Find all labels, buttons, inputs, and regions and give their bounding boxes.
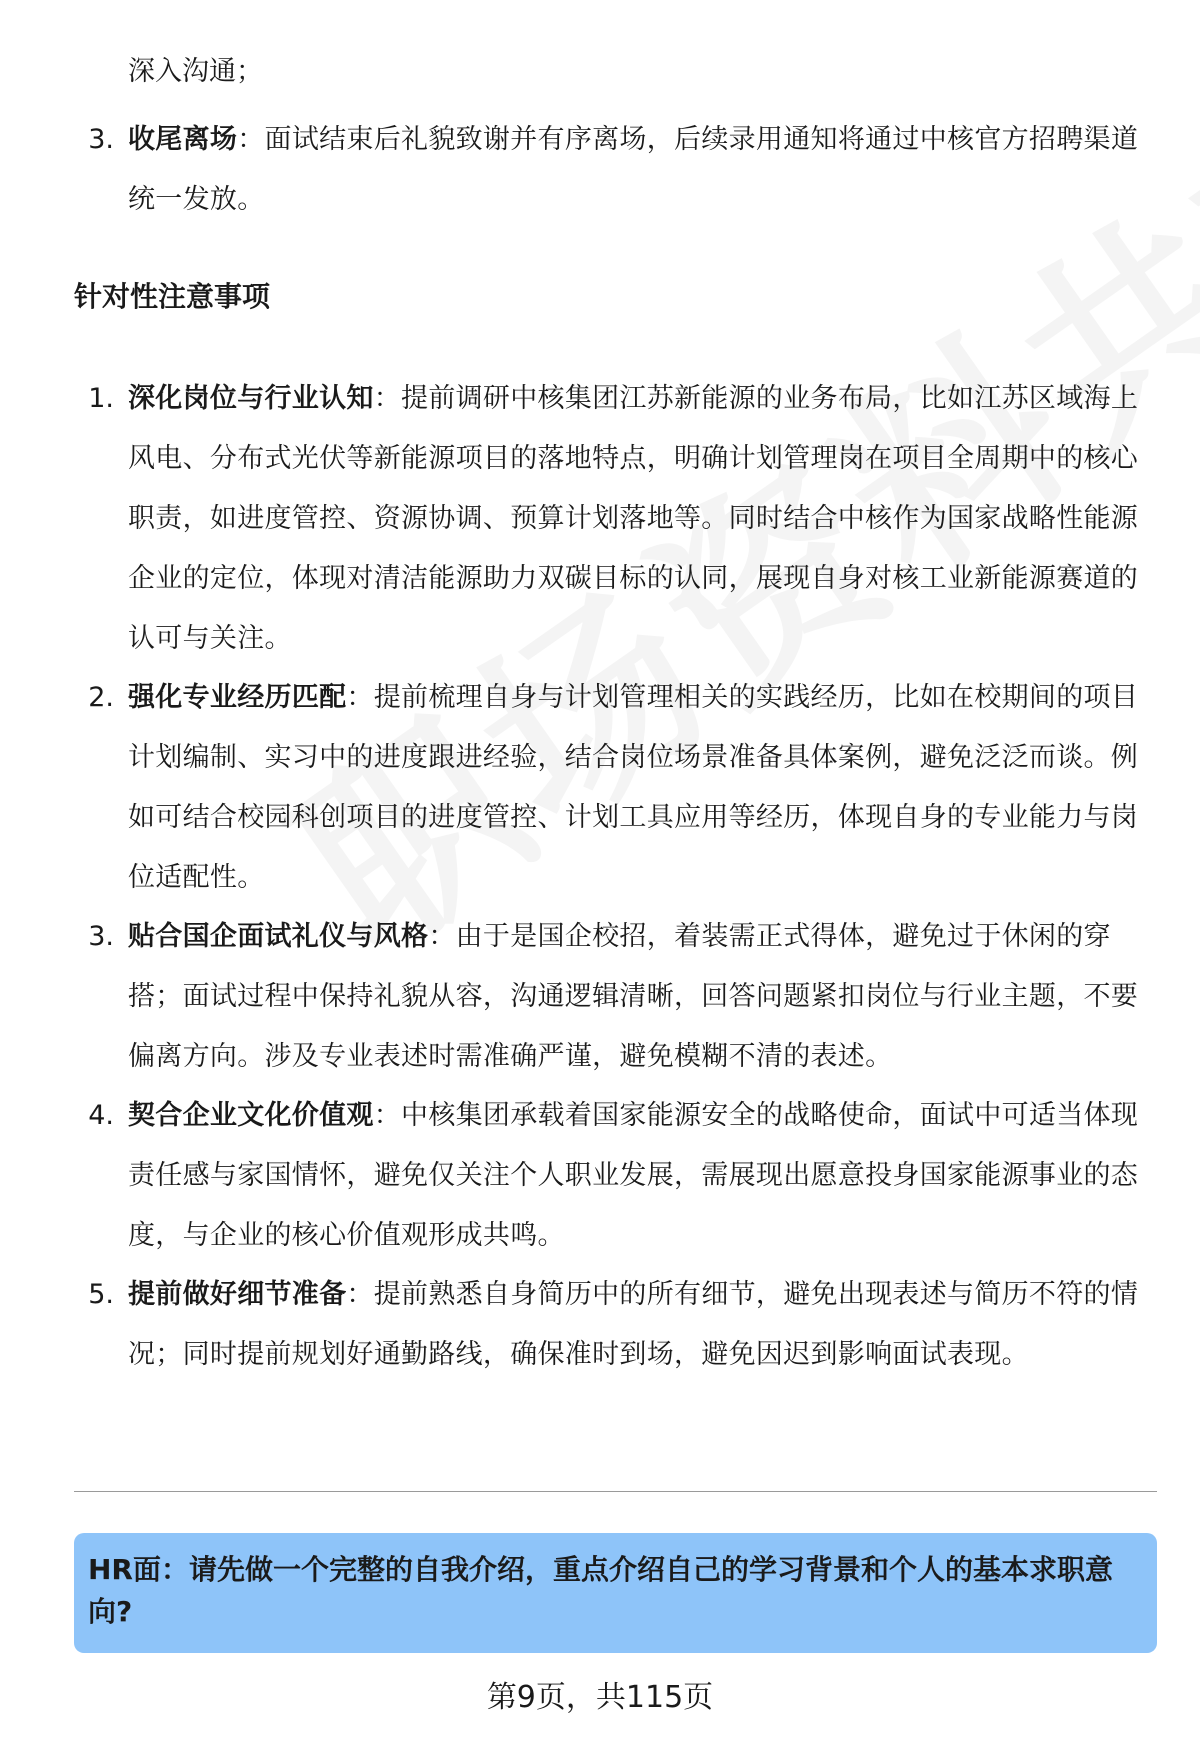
list-sep: ：: [373, 383, 402, 414]
list-title: 深化岗位与行业认知: [128, 383, 374, 414]
list-sep: ：: [346, 1279, 374, 1310]
question-text: HR面：请先做一个完整的自我介绍，重点介绍自己的学习背景和个人的基本求职意向?: [88, 1553, 1113, 1628]
list-body: 提前梳理自身与计划管理相关的实践经历，比如在校期间的项目计划编制、实习中的进度跟进经验，结合岗位场景准备具体案例，避免泛泛而谈。例如可结合校园科创项目的进度管控、计划工具应用等经历，体现自身的专业能力与岗位适配性。: [128, 682, 1139, 893]
list-body: 由于是国企校招，着装需正式得体，避免过于休闲的穿搭；面试过程中保持礼貌从容，沟通逻辑清晰，回答问题紧扣岗位与行业主题，不要偏离方向。涉及专业表述时需准确严谨，避免模糊不清的表述。: [128, 921, 1139, 1072]
list-number: 1.: [88, 383, 114, 414]
list-number: 4.: [88, 1100, 114, 1131]
list-title: 收尾离场: [128, 124, 238, 155]
list-body: 提前熟悉自身简历中的所有细节，避免出现表述与简历不符的情况；同时提前规划好通勤路线，确保准时到场，避免因迟到影响面试表现。: [128, 1279, 1139, 1370]
section-heading: 针对性注意事项: [74, 280, 271, 313]
list-title: 贴合国企面试礼仪与风格: [128, 921, 429, 952]
list-number: 2.: [88, 682, 114, 713]
divider: [74, 1491, 1157, 1492]
list-body: 提前调研中核集团江苏新能源的业务布局，比如江苏区域海上风电、分布式光伏等新能源项目的落地特点，明确计划管理岗在项目全周期中的核心职责，如进度管控、资源协调、预算计划落地等。同时结合中核作为国家战略性能源企业的定位，体现对清洁能源助力双碳目标的认同，展现自身对核工业新能源赛道的认可与关注。: [128, 383, 1139, 654]
list-title: 提前做好细节准备: [128, 1279, 347, 1310]
list-text: [128, 907, 1143, 1087]
list-title: 强化专业经历匹配: [128, 682, 347, 713]
list-title: 契合企业文化价值观: [128, 1100, 374, 1131]
continuation-text: 深入沟通；: [128, 56, 263, 87]
list-text: [128, 668, 1143, 908]
list-sep: ：: [428, 921, 456, 952]
list-body: 面试结束后礼貌致谢并有序离场，后续录用通知将通过中核官方招聘渠道统一发放。: [128, 124, 1139, 215]
list-text: [128, 369, 1143, 669]
list-body: 中核集团承载着国家能源安全的战略使命，面试中可适当体现责任感与家国情怀，避免仅关注个人职业发展，需展现出愿意投身国家能源事业的态度，与企业的核心价值观形成共鸣。: [128, 1100, 1139, 1251]
list-sep: ：: [346, 682, 374, 713]
list-number: 3.: [88, 124, 114, 155]
list-text: [128, 1086, 1143, 1266]
question-box: [74, 1533, 1157, 1653]
list-sep: ：: [237, 124, 265, 155]
list-sep: ：: [373, 1100, 402, 1131]
list-text: [128, 110, 1143, 230]
list-text: [128, 1265, 1143, 1385]
list-number: 5.: [88, 1279, 114, 1310]
list-number: 3.: [88, 921, 114, 952]
page-footer: 第9页，共115页: [486, 1680, 714, 1715]
